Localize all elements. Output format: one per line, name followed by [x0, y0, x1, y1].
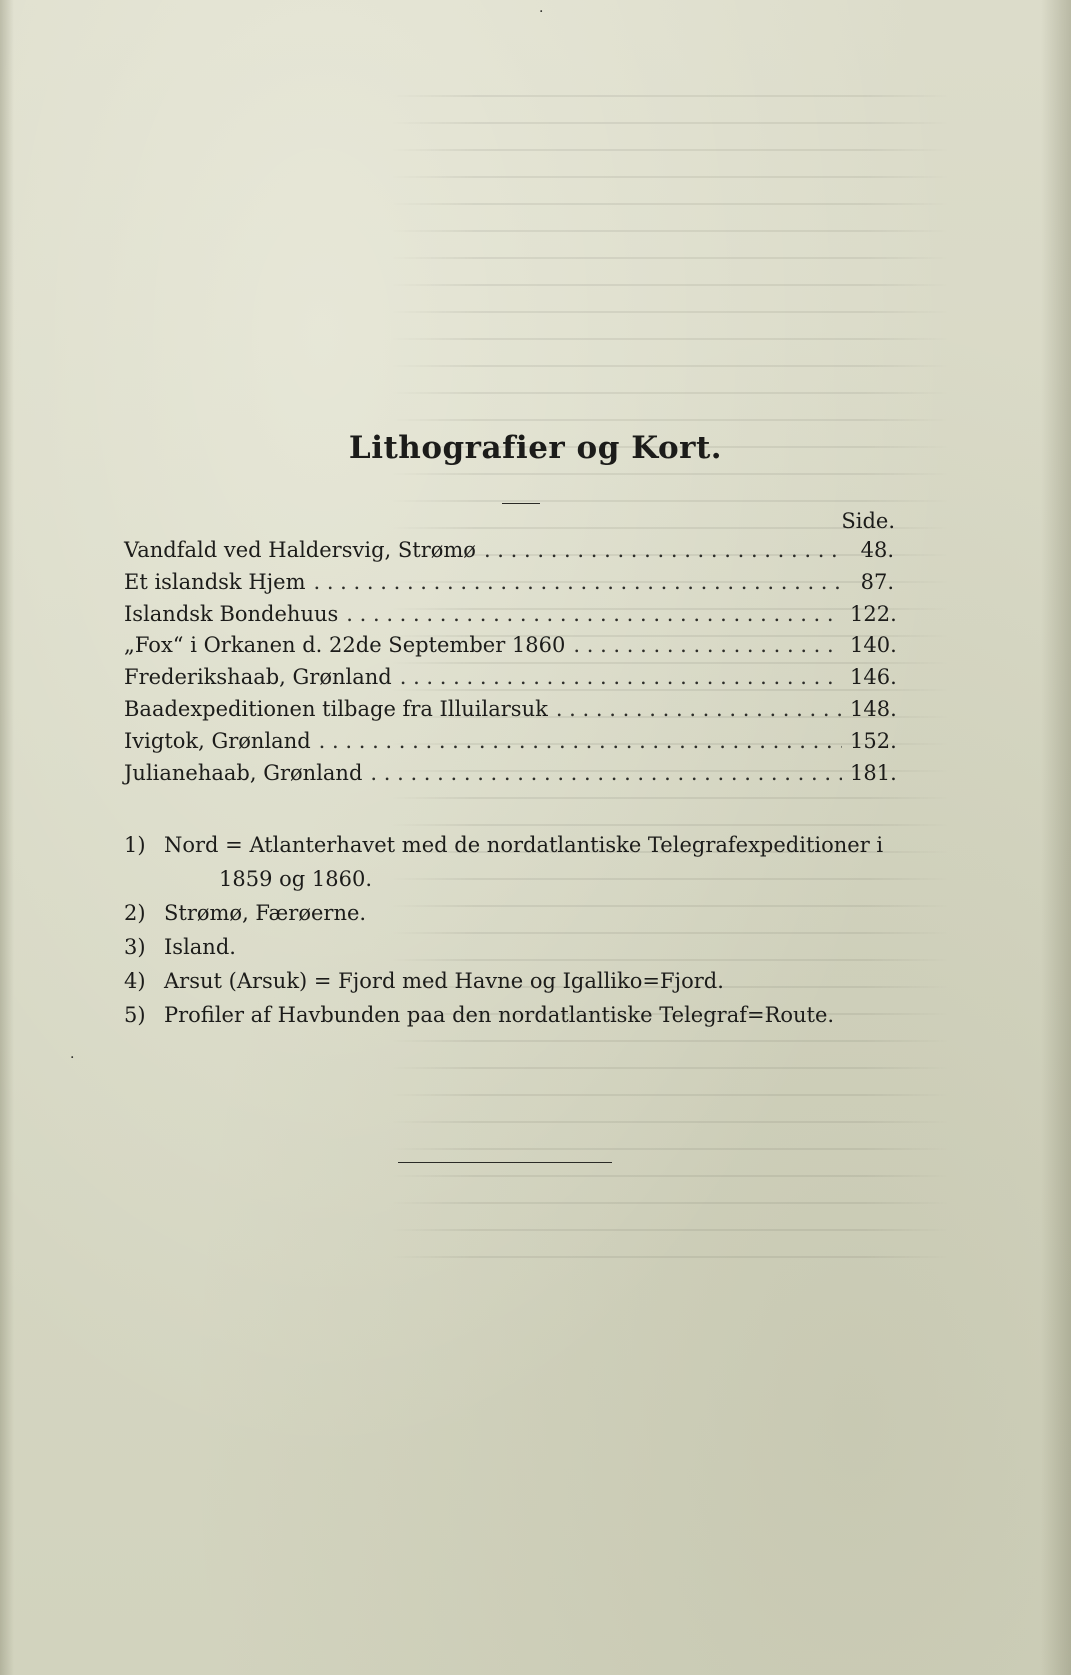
map-entry-title: Profiler af Havbunden paa den nordatlantiske Telegraf=Route.	[164, 1003, 835, 1027]
page-edge-shadow-right	[1041, 0, 1071, 1675]
toc-entry-label: Frederikshaab, Grønland	[124, 665, 392, 690]
toc-entry-label: Julianehaab, Grønland	[124, 760, 363, 785]
map-entry-title: Strømø, Færøerne.	[164, 901, 367, 925]
map-entry	[124, 896, 904, 930]
toc-entry-label: Vandfald ved Haldersvig, Strømø	[124, 538, 476, 562]
toc-entry	[124, 696, 897, 729]
toc-entry-label: „Fox“ i Orkanen d. 22de September 1860	[124, 633, 566, 658]
toc-entry-page: 48.	[860, 538, 894, 562]
page-title: Lithografier og Kort.	[348, 430, 723, 466]
toc-entry-page: 87.	[860, 569, 894, 594]
map-entry-text	[164, 998, 904, 1032]
map-entry-number: 4)	[124, 969, 146, 993]
speck-mark: ·	[70, 1050, 75, 1066]
toc-entry	[124, 633, 897, 665]
map-entry-text	[164, 828, 904, 896]
toc-entry-page: 148.	[850, 696, 897, 721]
toc-leader-dots	[313, 570, 842, 594]
toc-leader-dots	[484, 538, 842, 562]
page-column-heading: Side.	[841, 509, 895, 533]
map-entry	[124, 998, 904, 1032]
map-entry-title: Arsut (Arsuk) = Fjord med Havne og Igalliko=Fjord.	[164, 969, 724, 993]
toc-entry-page: 122.	[850, 601, 897, 626]
bottom-divider	[398, 1162, 612, 1163]
toc-entry	[124, 728, 897, 761]
map-entry-text	[164, 896, 904, 930]
toc-leader-dots	[319, 729, 842, 753]
map-entry	[124, 930, 904, 964]
toc-leader-dots	[573, 633, 842, 657]
page-edge-shadow-left	[0, 0, 14, 1675]
title-divider	[502, 503, 540, 504]
map-entry-number: 1)	[124, 833, 146, 857]
map-entry	[124, 828, 904, 896]
toc-leader-dots	[400, 665, 842, 689]
map-entry-number: 3)	[124, 935, 146, 959]
toc-leader-dots	[370, 761, 842, 785]
toc-entry	[124, 538, 894, 570]
toc-entry	[124, 760, 897, 793]
toc-entry	[124, 570, 894, 602]
speck-mark: ·	[539, 4, 544, 20]
lithograph-list	[124, 538, 897, 792]
toc-entry	[124, 601, 897, 634]
toc-entry-page: 181.	[850, 760, 897, 785]
map-entry-title: Nord = Atlanterhavet med de nordatlantiske Telegrafexpeditioner i	[164, 833, 884, 857]
map-entry-number: 2)	[124, 901, 146, 925]
map-list	[124, 828, 904, 1032]
toc-entry-label: Et islandsk Hjem	[124, 569, 306, 594]
toc-entry-label: Ivigtok, Grønland	[124, 728, 311, 753]
map-entry-continuation: 1859 og 1860.	[219, 867, 372, 891]
map-entry-number: 5)	[124, 1003, 146, 1027]
map-entry-text	[164, 930, 904, 964]
toc-entry-page: 152.	[850, 728, 897, 753]
toc-entry-page: 140.	[850, 633, 897, 658]
toc-entry-label: Islandsk Bondehuus	[124, 601, 339, 626]
map-entry-text	[164, 964, 904, 998]
toc-entry-label: Baadexpeditionen tilbage fra Illuilarsuk	[124, 696, 548, 721]
map-entry-title: Island.	[164, 935, 236, 959]
toc-entry	[124, 665, 897, 697]
map-entry	[124, 964, 904, 998]
toc-leader-dots	[556, 697, 842, 721]
toc-entry-page: 146.	[850, 665, 897, 690]
toc-leader-dots	[346, 602, 842, 626]
